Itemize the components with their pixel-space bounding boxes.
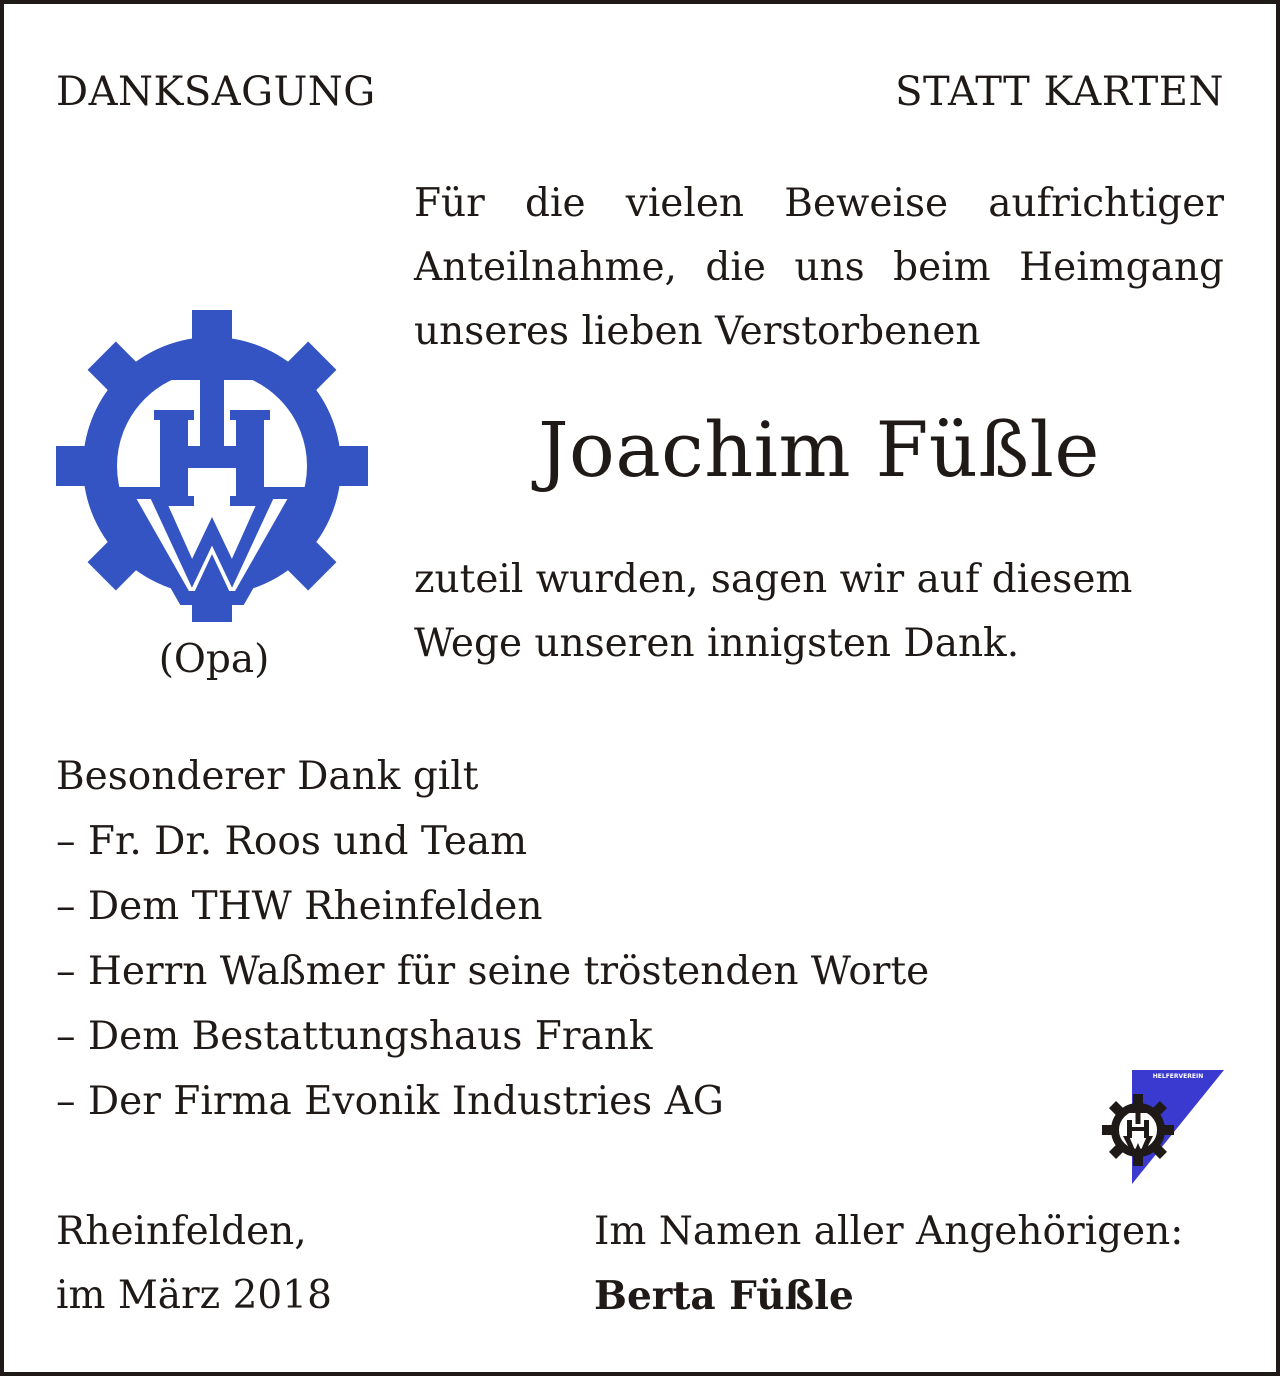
thanks-item: – Dem THW Rheinfelden <box>56 884 543 929</box>
continuation-text <box>414 548 1132 676</box>
deceased-name: Joachim Füßle <box>538 405 1100 494</box>
thw-helferverein-logo <box>1100 1068 1226 1186</box>
intro-text <box>414 172 1224 364</box>
logo-caption: (Opa) <box>158 637 270 682</box>
intro-line-2: Anteilnahme, die uns beim Heimgang <box>414 245 1224 290</box>
header-danksagung: DANKSAGUNG <box>56 69 376 115</box>
special-thanks <box>56 744 929 1134</box>
svg-text:HELFERVEREIN: HELFERVEREIN <box>1152 1073 1204 1080</box>
date: im März 2018 <box>56 1273 332 1318</box>
thanks-item: – Dem Bestattungshaus Frank <box>56 1014 653 1059</box>
thanks-item: – Herrn Waßmer für seine tröstenden Worte <box>56 949 930 994</box>
thanks-item: – Der Firma Evonik Industries AG <box>56 1079 724 1124</box>
place-and-date <box>56 1200 332 1328</box>
thanks-item: – Fr. Dr. Roos und Team <box>56 819 528 864</box>
signer-name: Berta Füßle <box>594 1273 854 1319</box>
special-thanks-heading: Besonderer Dank gilt <box>56 754 479 799</box>
continuation-line-2: Wege unseren innigsten Dank. <box>414 621 1020 666</box>
on-behalf-text: Im Namen aller Angehörigen: <box>594 1209 1184 1254</box>
signature-block <box>594 1200 1183 1328</box>
header-statt-karten: STATT KARTEN <box>895 69 1224 115</box>
thw-logo <box>56 310 368 622</box>
intro-line-3: unseres lieben Verstorbenen <box>414 309 981 354</box>
intro-line-1: Für die vielen Beweise aufrichtiger <box>414 181 1224 226</box>
place: Rheinfelden, <box>56 1209 307 1254</box>
continuation-line-1: zuteil wurden, sagen wir auf diesem <box>414 557 1133 602</box>
